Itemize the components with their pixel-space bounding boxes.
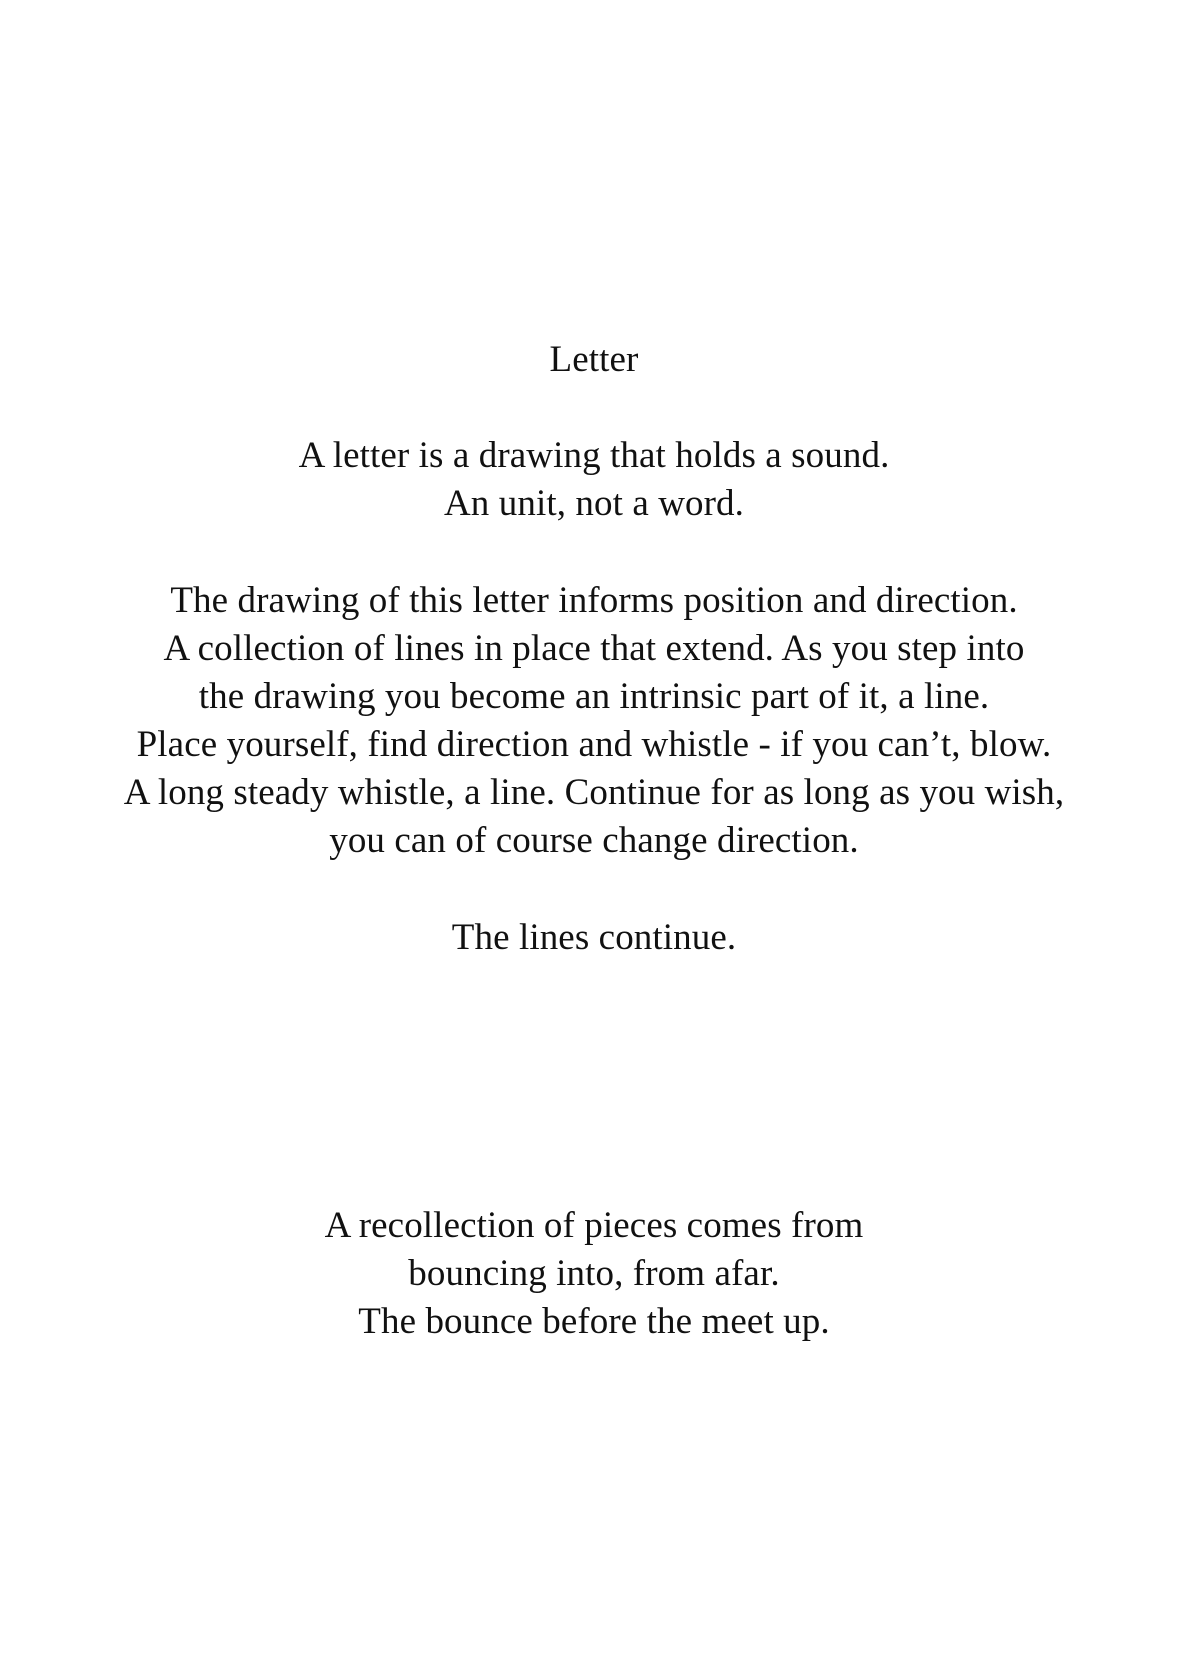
document-title: Letter: [549, 339, 639, 380]
paragraph-line: you can of course change direction.: [329, 820, 859, 861]
paragraph-line: bouncing into, from afar.: [408, 1253, 780, 1294]
paragraph-line: A collection of lines in place that extend. As you step into: [163, 628, 1025, 669]
paragraph-line: Place yourself, find direction and whistle - if you can’t, blow.: [136, 724, 1052, 765]
paragraph-line: A recollection of pieces comes from: [324, 1205, 864, 1246]
paragraph-line: The drawing of this letter informs position and direction.: [170, 580, 1018, 621]
paragraph-line: An unit, not a word.: [443, 483, 745, 524]
paragraph-line: the drawing you become an intrinsic part of it, a line.: [198, 676, 990, 717]
paragraph-line: A letter is a drawing that holds a sound.: [298, 435, 890, 476]
paragraph-line: The bounce before the meet up.: [358, 1301, 830, 1342]
paragraph-line: A long steady whistle, a line. Continue for as long as you wish,: [123, 772, 1065, 813]
paragraph-line: The lines continue.: [451, 917, 737, 958]
